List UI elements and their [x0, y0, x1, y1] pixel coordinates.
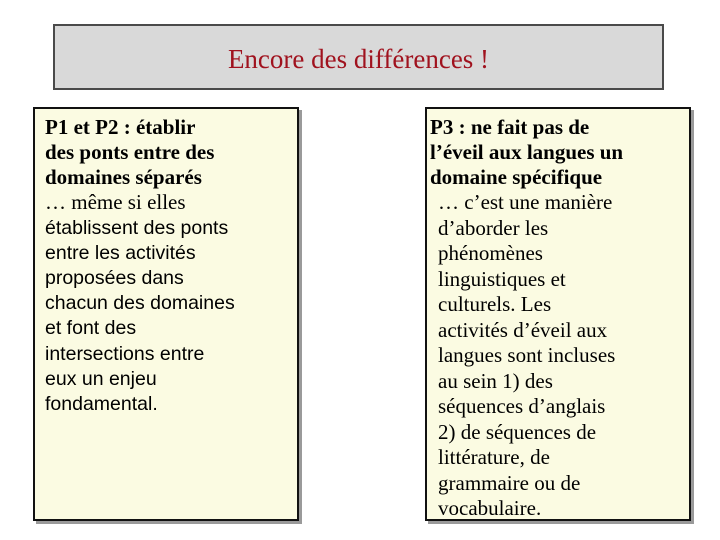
right-body-line: littérature, de: [438, 445, 550, 469]
right-heading-line: domaine spécifique: [430, 165, 603, 189]
right-text-box: [425, 107, 691, 521]
left-body-line: fondamental.: [45, 392, 158, 415]
left-body-line: établissent des ponts: [45, 216, 229, 239]
right-body-line: d’aborder les: [438, 215, 549, 240]
right-body-line: au sein 1) des: [438, 368, 553, 393]
right-body-line: activités d’éveil aux: [438, 317, 608, 342]
right-heading-line: P3 : ne fait pas de: [430, 115, 590, 139]
left-box-body: [45, 216, 289, 418]
left-intro-line: … même si elles: [45, 190, 186, 214]
title-banner: [53, 24, 664, 90]
right-body-line: 2) de séquences de: [438, 419, 597, 444]
left-body-line: eux un enjeu: [45, 367, 157, 390]
left-heading-line: P1 et P2 : établir: [45, 115, 196, 139]
right-body-line: culturels. Les: [438, 292, 552, 316]
right-body-line: phénomènes: [438, 241, 543, 265]
right-body-line: séquences d’anglais: [438, 394, 606, 418]
left-heading-line: domaines séparés: [45, 165, 202, 189]
right-body-line: vocabulaire.: [438, 496, 542, 520]
right-body-line: grammaire ou de: [438, 470, 581, 495]
left-body-line: et font des: [45, 317, 137, 340]
right-box-body: [430, 190, 687, 521]
left-body-line: proposées dans: [45, 266, 184, 289]
right-heading-line: l’éveil aux langues un: [430, 140, 624, 164]
left-box-intro: [45, 190, 289, 216]
left-box-heading: [45, 115, 289, 190]
left-body-line: chacun des domaines: [45, 292, 235, 315]
left-body-line: entre les activités: [45, 241, 196, 264]
right-body-line: … c’est une manière: [438, 190, 613, 214]
right-body-line: langues sont incluses: [438, 343, 616, 367]
right-body-line: linguistiques et: [438, 266, 566, 291]
slide-title: Encore des différences !: [227, 43, 490, 74]
left-text-box: [33, 107, 299, 521]
left-heading-line: des ponts entre des: [45, 140, 215, 164]
right-box-heading: [430, 115, 687, 190]
left-body-line: intersections entre: [45, 342, 205, 365]
